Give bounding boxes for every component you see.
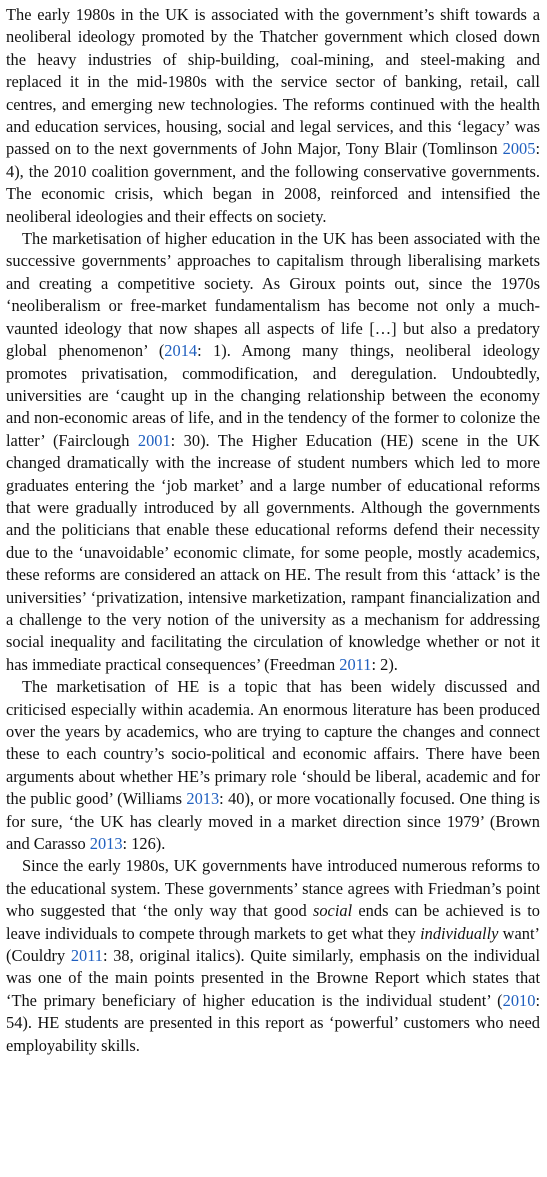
emphasis-text: individually: [420, 923, 499, 943]
citation-link[interactable]: 2013: [89, 834, 123, 854]
text-run: : 4), the 2010 coalition government, and the following conservative governments. The economic crisis, which began in 2008, reinforced and intensified the neoliberal ideologies and their effects on society.: [6, 139, 540, 226]
paragraph-3: [6, 676, 540, 855]
text-run: : 40), or more vocationally focused. One thing is for sure, ‘the UK has clearly moved in a market direction since 1979’ (Brown and Carasso: [6, 789, 540, 854]
text-run: Since the early 1980s, UK governments have introduced numerous reforms to the educational system. These governments’ stance agrees with Friedman’s point who suggested that ‘the only way that good: [6, 856, 540, 921]
text-run: want’ (Couldry: [6, 923, 540, 966]
text-run: The marketisation of higher education in the UK has been associated with the successive governments’ approaches to capitalism through liberalising markets and creating a competitive society. As Giroux points out, since the 1970s ‘neoliberalism or free-market fundamentalism has become not only a much-vaunted ideology that now shapes all aspects of life […] but also a predatory global phenomenon’ (: [6, 229, 540, 361]
text-run: : 2).: [371, 654, 398, 674]
text-run: : 30). The Higher Education (HE) scene in the UK changed dramatically with the increase of student numbers which led to more graduates entering the ‘job market’ and a large number of educational reforms that were gradually introduced by all governments. Although the governments and the politicians that enable these educational reforms defend their necessity due to the ‘unavoidable’ economic climate, for some people, mostly academics, these reforms are considered an attack on HE. The result from this ‘attack’ is the universities’ ‘privatization, intensive marketization, rampant financialization and a challenge to the very notion of the university as a mechanism for addressing social inequality and facilitating the circulation of knowledge whether or not it has immediate practical consequences’ (Freedman: [6, 430, 540, 674]
text-run: The early 1980s in the UK is associated with the government’s shift towards a neoliberal ideology promoted by the Thatcher government which closed down the heavy industries of ship-building, coal-mining, and steel-making and replaced it in the mid-1980s with the service sector of banking, retail, call centres, and emerging new technologies. The reforms continued with the health and education services, housing, social and legal services, and this ‘legacy’ was passed on to the next governments of John Major, Tony Blair (Tomlinson: [6, 5, 540, 159]
citation-link[interactable]: 2005: [502, 139, 536, 159]
citation-link[interactable]: 2001: [137, 430, 171, 450]
paragraph-2: [6, 228, 540, 676]
text-run: The marketisation of HE is a topic that has been widely discussed and criticised especially within academia. An enormous literature has been produced over the years by academics, who are trying to capture the changes and connect these to each country’s socio-political and economic affairs. There have been arguments about whether HE’s primary role ‘should be liberal, academic and for the public good’ (Williams: [6, 677, 540, 809]
citation-link[interactable]: 2014: [164, 341, 198, 361]
citation-link[interactable]: 2011: [339, 654, 372, 674]
text-run: ends can be achieved is to leave individuals to compete through markets to get what they: [6, 901, 540, 943]
paragraph-1: [6, 4, 540, 228]
text-run: : 1). Among many things, neoliberal ideology promotes privatisation, commodification, and deregulation. Undoubtedly, universities are ‘caught up in the changing relationship between the economy and non-economic areas of life, and in the tendency of the former to colonize the latter’ (Fairclough: [6, 341, 540, 450]
text-run: : 38, original italics). Quite similarly, emphasis on the individual was one of the main points presented in the Browne Report which states that ‘The primary beneficiary of higher education is the individual student’ (: [6, 946, 540, 1010]
citation-link[interactable]: 2010: [502, 990, 536, 1010]
paragraph-4: [6, 855, 540, 1057]
citation-link[interactable]: 2011: [70, 946, 104, 966]
text-run: : 126).: [122, 834, 166, 854]
emphasis-text: social: [312, 901, 353, 921]
text-run: : 54). HE students are presented in this report as ‘powerful’ customers who need employability skills.: [6, 990, 540, 1055]
citation-link[interactable]: 2013: [186, 789, 220, 809]
